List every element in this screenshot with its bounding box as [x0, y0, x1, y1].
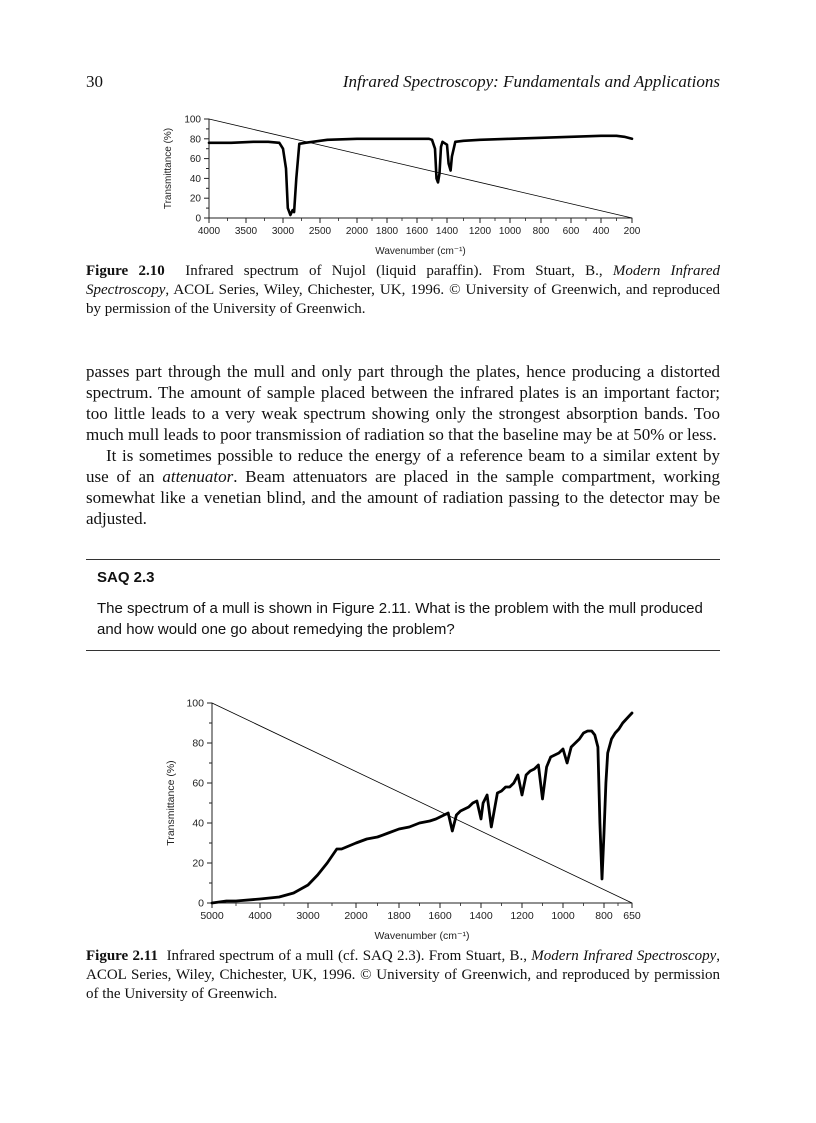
fig2-y-tick-label: 80 — [192, 737, 204, 750]
body-text — [86, 361, 720, 529]
fig2-y-axis-label: Transmittance (%) — [165, 760, 177, 846]
fig2-x-tick-label: 650 — [623, 910, 641, 922]
fig1-x-tick-label: 800 — [532, 226, 550, 237]
page-number: 30 — [86, 72, 103, 91]
body-paragraph-2-start: It is sometimes possible to reduce the energy of a reference beam to a similar extent by use of an — [86, 446, 720, 486]
fig1-y-tick-label: 40 — [189, 173, 201, 185]
fig1-x-tick-label: 1600 — [405, 226, 429, 237]
fig1-x-tick-label: 200 — [623, 226, 641, 237]
fig1-x-tick-label: 3500 — [234, 226, 258, 237]
fig1-x-tick-label: 1200 — [468, 226, 492, 237]
fig1-x-tick-label: 4000 — [197, 226, 221, 237]
fig2-x-tick-label: 5000 — [200, 910, 224, 922]
fig1-reference-line — [209, 119, 632, 218]
figure-2-10-caption-rest: , ACOL Series, Wiley, Chichester, UK, 1996. © University of Greenwich, and reproduced by permission of the University of Greenwich. — [86, 282, 720, 317]
fig1-y-tick-label: 60 — [189, 154, 201, 166]
running-title: Infrared Spectroscopy: Fundamentals and Applications — [342, 72, 720, 91]
fig2-reference-line — [212, 703, 632, 903]
fig1-x-axis-label: Wavenumber (cm⁻¹) — [375, 246, 466, 257]
fig2-x-tick-label: 3000 — [296, 910, 320, 922]
figure-2-11-caption-book: Modern Infrared Spectroscopy — [531, 948, 717, 964]
fig2-x-axis-label: Wavenumber (cm⁻¹) — [374, 930, 470, 942]
fig2-spectrum-line — [212, 713, 632, 903]
fig1-x-tick-label: 400 — [592, 226, 610, 237]
fig2-y-tick-label: 0 — [198, 897, 204, 910]
fig2-x-tick-label: 1200 — [510, 910, 534, 922]
fig1-y-tick-label: 80 — [189, 134, 201, 146]
fig2-x-tick-label: 4000 — [248, 910, 272, 922]
fig2-y-tick-label: 20 — [192, 857, 204, 870]
figure-2-11-label: Figure 2.11 — [86, 948, 158, 964]
figure-2-11-caption-text: Infrared spectrum of a mull (cf. SAQ 2.3). From Stuart, B., — [166, 948, 532, 964]
figure-2-10-caption-text: Infrared spectrum of Nujol (liquid paraffin). From Stuart, B., — [185, 263, 613, 279]
figure-2-11-caption-rest: , ACOL Series, Wiley, Chichester, UK, 1996. © University of Greenwich, and reproduced by permission of the University of Greenwich. — [86, 948, 720, 1002]
saq-title: SAQ 2.3 — [97, 569, 155, 586]
fig1-y-tick-label: 0 — [195, 213, 201, 225]
fig1-y-tick-label: 100 — [184, 114, 201, 126]
saq-question: The spectrum of a mull is shown in Figure 2.11. What is the problem with the mull produced and how would one go about remedying the problem? — [97, 600, 703, 638]
fig2-x-tick-label: 2000 — [344, 910, 368, 922]
fig1-x-tick-label: 2500 — [308, 226, 332, 237]
figure-2-10-caption-book: Modern Infrared Spectroscopy — [86, 263, 720, 298]
figure-2-11-chart — [0, 690, 816, 946]
figure-2-10-caption — [86, 262, 720, 319]
fig1-x-tick-label: 1000 — [498, 226, 522, 237]
fig2-x-tick-label: 1000 — [551, 910, 575, 922]
figure-2-11-caption — [86, 947, 720, 1004]
fig2-y-tick-label: 100 — [186, 697, 204, 710]
fig1-y-axis-label: Transmittance (%) — [163, 127, 174, 210]
body-paragraph-1: passes part through the mull and only part through the plates, hence producing a distorted spectrum. The amount of sample placed between the infrared plates is an important factor; too little leads to a very weak spectrum showing only the strongest absorption bands. Too much mull leads to poor transmission of radiation so that the baseline may be at 50% or less. — [86, 362, 720, 444]
body-paragraph-2 — [86, 445, 720, 529]
attenuator-term: attenuator — [162, 467, 234, 486]
fig2-x-tick-label: 1600 — [428, 910, 452, 922]
fig1-y-tick-label: 20 — [189, 193, 201, 205]
fig2-x-tick-label: 800 — [595, 910, 613, 922]
saq-bottom-rule — [86, 650, 720, 651]
figure-2-10-label: Figure 2.10 — [86, 263, 165, 279]
fig1-x-tick-label: 3000 — [271, 226, 295, 237]
fig1-x-tick-label: 1800 — [375, 226, 399, 237]
figure-2-10-chart — [0, 110, 816, 260]
saq-top-rule — [86, 559, 720, 560]
body-paragraph-2-end: . Beam attenuators are placed in the sample compartment, working somewhat like a venetian blind, and the amount of radiation passing to the detector may be adjusted. — [86, 467, 720, 528]
fig1-x-tick-label: 600 — [562, 226, 580, 237]
fig1-x-tick-label: 2000 — [345, 226, 369, 237]
fig2-y-tick-label: 40 — [192, 817, 204, 830]
fig2-y-tick-label: 60 — [192, 777, 204, 790]
fig2-x-tick-label: 1400 — [469, 910, 493, 922]
fig2-x-tick-label: 1800 — [387, 910, 411, 922]
fig1-x-tick-label: 1400 — [435, 226, 459, 237]
